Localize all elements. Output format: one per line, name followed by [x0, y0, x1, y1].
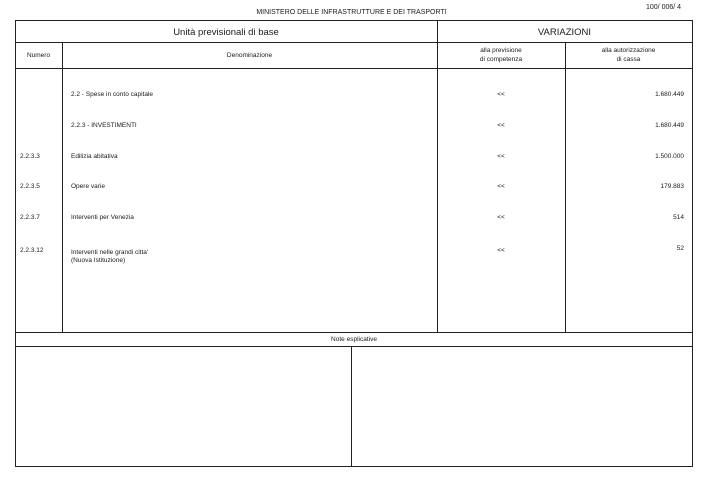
row-competenza: <<	[497, 153, 505, 160]
page-reference: 100/ 006/ 4	[646, 4, 682, 11]
variazioni-header: VARIAZIONI	[537, 27, 592, 38]
row-competenza: <<	[497, 91, 505, 98]
row-denominazione: Opere varie	[71, 183, 105, 190]
row-cassa: 52	[676, 245, 684, 252]
table-row	[0, 246, 703, 268]
cassa-header-line2: di cassa	[616, 56, 641, 63]
notes-title: Note esplicative	[331, 336, 377, 343]
denominazione-header: Denominazione	[226, 52, 273, 59]
row-cassa: 1.680.449	[655, 122, 684, 129]
upb-variazioni-divider	[437, 20, 438, 332]
row-denominazione: Interventi nelle grandi citta'	[71, 249, 149, 256]
table-row	[0, 184, 703, 196]
row-competenza: <<	[497, 247, 505, 254]
row-competenza: <<	[497, 122, 505, 129]
row-numero: 2.2.3.7	[20, 214, 40, 221]
row-cassa: 1.500.000	[655, 153, 684, 160]
row-competenza: <<	[497, 183, 505, 190]
row-numero: 2.2.3.12	[20, 247, 44, 254]
row-denominazione: Interventi per Venezia	[71, 214, 134, 221]
competenza-header-line1: alla previsione	[480, 47, 522, 54]
row-numero: 2.2.3.3	[20, 153, 40, 160]
row-competenza: <<	[497, 214, 505, 221]
upb-header: Unità previsionali di base	[173, 27, 279, 38]
header-divider	[15, 42, 693, 43]
row-denominazione: Edilizia abitativa	[71, 153, 118, 160]
frame-bottom	[15, 466, 693, 467]
table-row	[0, 123, 703, 135]
ministry-title: MINISTERO DELLE INFRASTRUTTURE E DEI TRASPORTI	[256, 9, 447, 16]
table-bottom-line	[15, 332, 693, 333]
table-row	[0, 215, 703, 227]
frame-top	[15, 20, 693, 21]
row-cassa: 514	[673, 214, 684, 221]
row-denominazione-note: (Nuova Istituzione)	[71, 257, 126, 264]
row-denominazione: 2.2 - Spese in conto capitale	[71, 91, 154, 98]
row-cassa: 1.680.449	[655, 91, 684, 98]
notes-right-box	[352, 347, 692, 466]
cassa-header-line1: alla autorizzazione	[601, 47, 656, 54]
row-numero: 2.2.3.5	[20, 183, 40, 190]
row-cassa: 179.883	[660, 183, 684, 190]
frame-right	[692, 20, 693, 467]
numero-header: Numero	[26, 52, 51, 59]
competenza-header-line2: di competenza	[479, 56, 523, 63]
notes-left-box	[16, 347, 351, 466]
table-row	[0, 154, 703, 166]
subheader-divider	[15, 68, 693, 69]
row-denominazione: 2.2.3 - INVESTIMENTI	[71, 122, 137, 129]
table-row	[0, 92, 703, 104]
